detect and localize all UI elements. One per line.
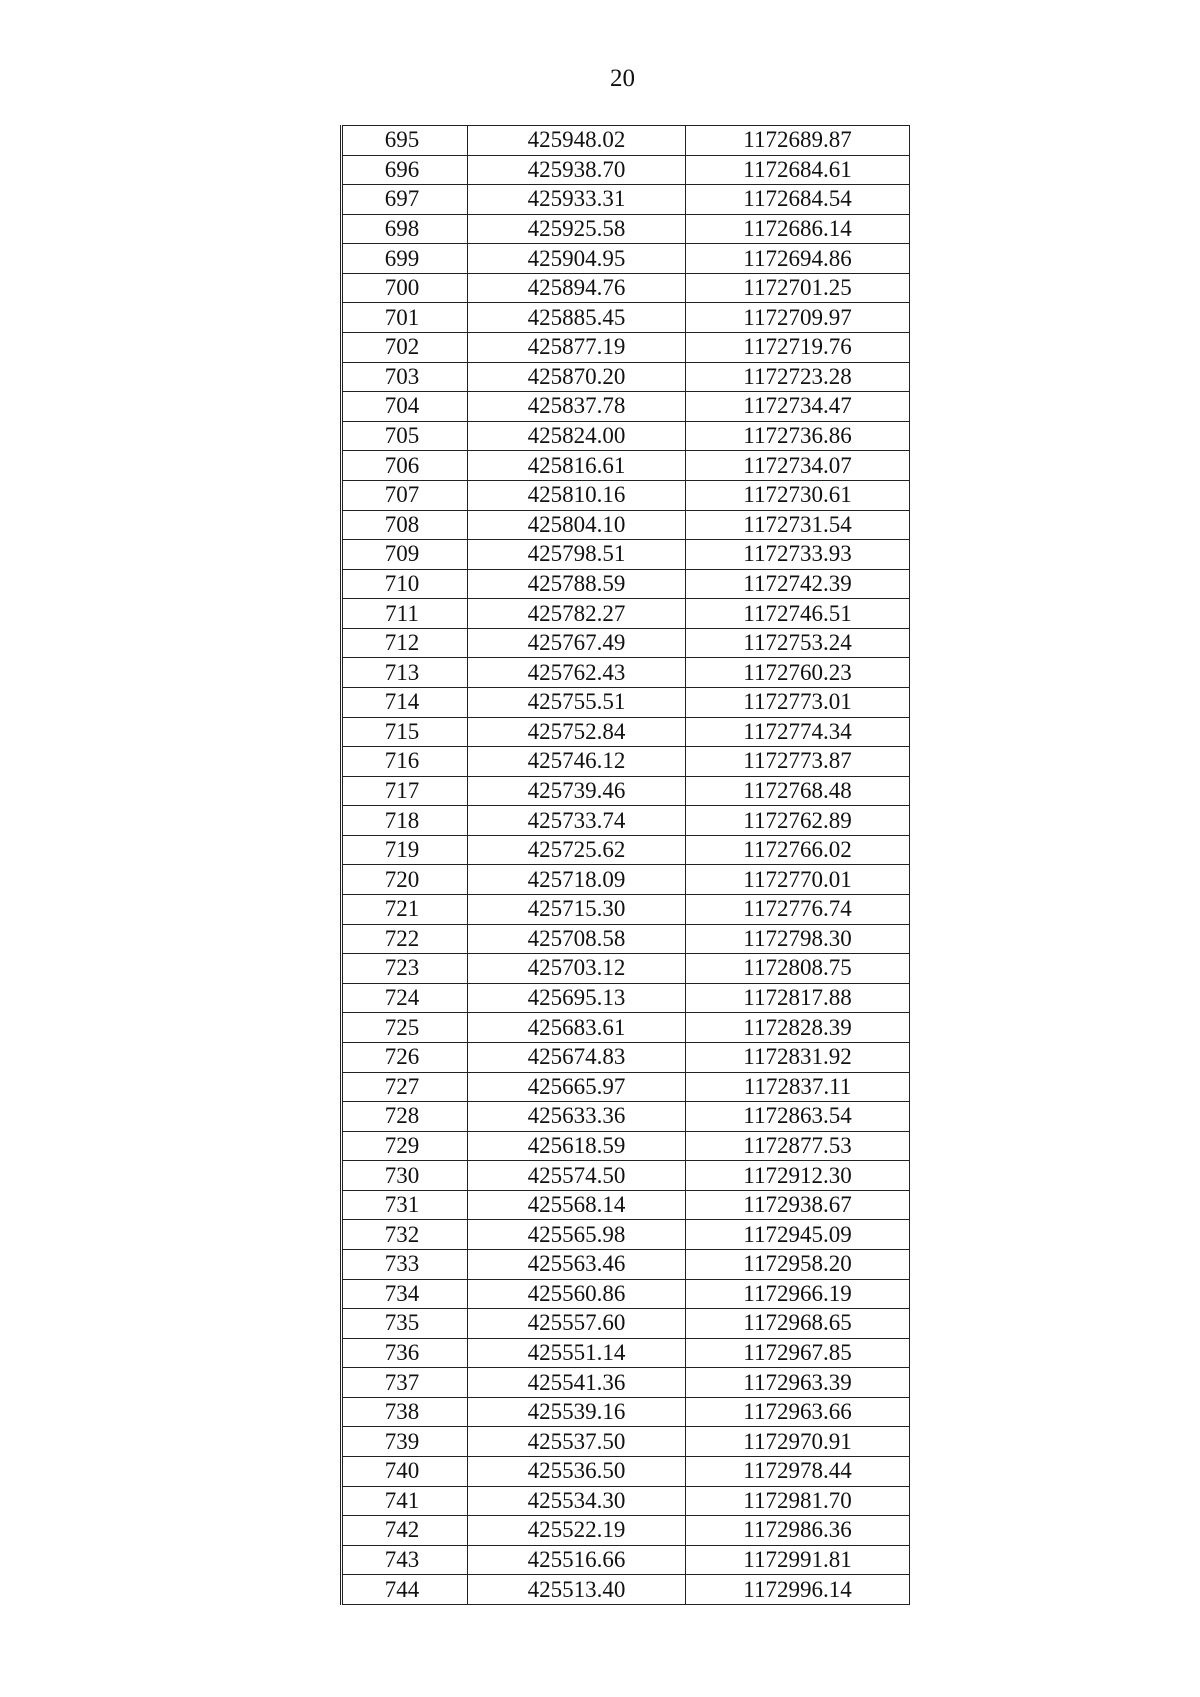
x-coordinate-cell: 425904.95 — [468, 244, 686, 274]
x-coordinate-cell: 425762.43 — [468, 658, 686, 688]
x-coordinate-cell: 425695.13 — [468, 983, 686, 1013]
table-row — [342, 1309, 910, 1339]
table-row — [342, 392, 910, 422]
y-coordinate-cell: 1172753.24 — [686, 628, 910, 658]
table-row — [342, 599, 910, 629]
y-coordinate-cell: 1172996.14 — [686, 1575, 910, 1605]
table-row — [342, 1575, 910, 1605]
x-coordinate-cell: 425816.61 — [468, 451, 686, 481]
y-coordinate-cell: 1172719.76 — [686, 333, 910, 363]
x-coordinate-cell: 425755.51 — [468, 687, 686, 717]
x-coordinate-cell: 425513.40 — [468, 1575, 686, 1605]
y-coordinate-cell: 1172966.19 — [686, 1279, 910, 1309]
point-number-cell: 735 — [342, 1309, 468, 1339]
y-coordinate-cell: 1172808.75 — [686, 954, 910, 984]
point-number-cell: 702 — [342, 333, 468, 363]
x-coordinate-cell: 425810.16 — [468, 480, 686, 510]
y-coordinate-cell: 1172831.92 — [686, 1042, 910, 1072]
table-row — [342, 362, 910, 392]
table-row — [342, 214, 910, 244]
x-coordinate-cell: 425804.10 — [468, 510, 686, 540]
table-row — [342, 1486, 910, 1516]
x-coordinate-cell: 425565.98 — [468, 1220, 686, 1250]
table-row — [342, 1338, 910, 1368]
y-coordinate-cell: 1172945.09 — [686, 1220, 910, 1250]
table-row — [342, 747, 910, 777]
table-row — [342, 333, 910, 363]
point-number-cell: 739 — [342, 1427, 468, 1457]
table-row — [342, 1427, 910, 1457]
y-coordinate-cell: 1172774.34 — [686, 717, 910, 747]
y-coordinate-cell: 1172709.97 — [686, 303, 910, 333]
y-coordinate-cell: 1172684.61 — [686, 155, 910, 185]
y-coordinate-cell: 1172686.14 — [686, 214, 910, 244]
table-row — [342, 895, 910, 925]
x-coordinate-cell: 425560.86 — [468, 1279, 686, 1309]
x-coordinate-cell: 425568.14 — [468, 1190, 686, 1220]
y-coordinate-cell: 1172798.30 — [686, 924, 910, 954]
table-row — [342, 1516, 910, 1546]
table-row — [342, 1013, 910, 1043]
y-coordinate-cell: 1172877.53 — [686, 1131, 910, 1161]
point-number-cell: 741 — [342, 1486, 468, 1516]
point-number-cell: 728 — [342, 1102, 468, 1132]
y-coordinate-cell: 1172776.74 — [686, 895, 910, 925]
x-coordinate-cell: 425938.70 — [468, 155, 686, 185]
y-coordinate-cell: 1172684.54 — [686, 185, 910, 215]
point-number-cell: 703 — [342, 362, 468, 392]
x-coordinate-cell: 425633.36 — [468, 1102, 686, 1132]
table-row — [342, 1131, 910, 1161]
point-number-cell: 716 — [342, 747, 468, 777]
x-coordinate-cell: 425665.97 — [468, 1072, 686, 1102]
table-row — [342, 510, 910, 540]
table-row — [342, 569, 910, 599]
point-number-cell: 699 — [342, 244, 468, 274]
point-number-cell: 727 — [342, 1072, 468, 1102]
x-coordinate-cell: 425733.74 — [468, 806, 686, 836]
point-number-cell: 720 — [342, 865, 468, 895]
point-number-cell: 729 — [342, 1131, 468, 1161]
table-row — [342, 480, 910, 510]
table-row — [342, 924, 910, 954]
y-coordinate-cell: 1172912.30 — [686, 1161, 910, 1191]
table-row — [342, 1249, 910, 1279]
point-number-cell: 709 — [342, 540, 468, 570]
x-coordinate-cell: 425563.46 — [468, 1249, 686, 1279]
y-coordinate-cell: 1172770.01 — [686, 865, 910, 895]
table-row — [342, 776, 910, 806]
x-coordinate-cell: 425894.76 — [468, 273, 686, 303]
table-row — [342, 1220, 910, 1250]
y-coordinate-cell: 1172991.81 — [686, 1545, 910, 1575]
point-number-cell: 713 — [342, 658, 468, 688]
point-number-cell: 708 — [342, 510, 468, 540]
table-row — [342, 1190, 910, 1220]
x-coordinate-cell: 425516.66 — [468, 1545, 686, 1575]
point-number-cell: 725 — [342, 1013, 468, 1043]
table-row — [342, 687, 910, 717]
y-coordinate-cell: 1172986.36 — [686, 1516, 910, 1546]
x-coordinate-cell: 425557.60 — [468, 1309, 686, 1339]
y-coordinate-cell: 1172730.61 — [686, 480, 910, 510]
point-number-cell: 732 — [342, 1220, 468, 1250]
x-coordinate-cell: 425539.16 — [468, 1397, 686, 1427]
x-coordinate-cell: 425674.83 — [468, 1042, 686, 1072]
x-coordinate-cell: 425767.49 — [468, 628, 686, 658]
table-row — [342, 1457, 910, 1487]
x-coordinate-cell: 425541.36 — [468, 1368, 686, 1398]
point-number-cell: 743 — [342, 1545, 468, 1575]
x-coordinate-cell: 425725.62 — [468, 835, 686, 865]
point-number-cell: 695 — [342, 126, 468, 156]
x-coordinate-cell: 425870.20 — [468, 362, 686, 392]
y-coordinate-cell: 1172762.89 — [686, 806, 910, 836]
x-coordinate-cell: 425948.02 — [468, 126, 686, 156]
point-number-cell: 696 — [342, 155, 468, 185]
table-row — [342, 540, 910, 570]
x-coordinate-cell: 425574.50 — [468, 1161, 686, 1191]
y-coordinate-cell: 1172773.87 — [686, 747, 910, 777]
table-row — [342, 806, 910, 836]
point-number-cell: 714 — [342, 687, 468, 717]
point-number-cell: 726 — [342, 1042, 468, 1072]
table-row — [342, 717, 910, 747]
y-coordinate-cell: 1172689.87 — [686, 126, 910, 156]
point-number-cell: 718 — [342, 806, 468, 836]
table-row — [342, 865, 910, 895]
table-row — [342, 185, 910, 215]
table-row — [342, 1279, 910, 1309]
point-number-cell: 724 — [342, 983, 468, 1013]
x-coordinate-cell: 425933.31 — [468, 185, 686, 215]
point-number-cell: 740 — [342, 1457, 468, 1487]
point-number-cell: 717 — [342, 776, 468, 806]
x-coordinate-cell: 425534.30 — [468, 1486, 686, 1516]
point-number-cell: 738 — [342, 1397, 468, 1427]
y-coordinate-cell: 1172981.70 — [686, 1486, 910, 1516]
x-coordinate-cell: 425522.19 — [468, 1516, 686, 1546]
x-coordinate-cell: 425536.50 — [468, 1457, 686, 1487]
y-coordinate-cell: 1172768.48 — [686, 776, 910, 806]
x-coordinate-cell: 425752.84 — [468, 717, 686, 747]
y-coordinate-cell: 1172828.39 — [686, 1013, 910, 1043]
table-row — [342, 1161, 910, 1191]
point-number-cell: 734 — [342, 1279, 468, 1309]
x-coordinate-cell: 425551.14 — [468, 1338, 686, 1368]
x-coordinate-cell: 425708.58 — [468, 924, 686, 954]
point-number-cell: 698 — [342, 214, 468, 244]
x-coordinate-cell: 425703.12 — [468, 954, 686, 984]
y-coordinate-cell: 1172773.01 — [686, 687, 910, 717]
table-row — [342, 954, 910, 984]
table-row — [342, 1072, 910, 1102]
y-coordinate-cell: 1172734.47 — [686, 392, 910, 422]
table-row — [342, 1042, 910, 1072]
point-number-cell: 737 — [342, 1368, 468, 1398]
x-coordinate-cell: 425715.30 — [468, 895, 686, 925]
y-coordinate-cell: 1172978.44 — [686, 1457, 910, 1487]
x-coordinate-cell: 425746.12 — [468, 747, 686, 777]
x-coordinate-cell: 425788.59 — [468, 569, 686, 599]
x-coordinate-cell: 425837.78 — [468, 392, 686, 422]
x-coordinate-cell: 425925.58 — [468, 214, 686, 244]
x-coordinate-cell: 425877.19 — [468, 333, 686, 363]
y-coordinate-cell: 1172970.91 — [686, 1427, 910, 1457]
x-coordinate-cell: 425798.51 — [468, 540, 686, 570]
point-number-cell: 731 — [342, 1190, 468, 1220]
point-number-cell: 700 — [342, 273, 468, 303]
table-row — [342, 126, 910, 156]
y-coordinate-cell: 1172734.07 — [686, 451, 910, 481]
x-coordinate-cell: 425739.46 — [468, 776, 686, 806]
point-number-cell: 733 — [342, 1249, 468, 1279]
coordinates-table — [340, 125, 910, 1605]
y-coordinate-cell: 1172742.39 — [686, 569, 910, 599]
point-number-cell: 715 — [342, 717, 468, 747]
point-number-cell: 742 — [342, 1516, 468, 1546]
y-coordinate-cell: 1172736.86 — [686, 421, 910, 451]
table-row — [342, 244, 910, 274]
x-coordinate-cell: 425537.50 — [468, 1427, 686, 1457]
y-coordinate-cell: 1172746.51 — [686, 599, 910, 629]
y-coordinate-cell: 1172694.86 — [686, 244, 910, 274]
table-row — [342, 1397, 910, 1427]
table-row — [342, 421, 910, 451]
table-row — [342, 658, 910, 688]
table-row — [342, 1368, 910, 1398]
point-number-cell: 701 — [342, 303, 468, 333]
table-row — [342, 303, 910, 333]
x-coordinate-cell: 425824.00 — [468, 421, 686, 451]
y-coordinate-cell: 1172731.54 — [686, 510, 910, 540]
point-number-cell: 722 — [342, 924, 468, 954]
point-number-cell: 744 — [342, 1575, 468, 1605]
x-coordinate-cell: 425782.27 — [468, 599, 686, 629]
y-coordinate-cell: 1172817.88 — [686, 983, 910, 1013]
y-coordinate-cell: 1172967.85 — [686, 1338, 910, 1368]
y-coordinate-cell: 1172701.25 — [686, 273, 910, 303]
table-row — [342, 273, 910, 303]
y-coordinate-cell: 1172760.23 — [686, 658, 910, 688]
point-number-cell: 712 — [342, 628, 468, 658]
point-number-cell: 707 — [342, 480, 468, 510]
point-number-cell: 711 — [342, 599, 468, 629]
y-coordinate-cell: 1172766.02 — [686, 835, 910, 865]
y-coordinate-cell: 1172863.54 — [686, 1102, 910, 1132]
table-row — [342, 1545, 910, 1575]
y-coordinate-cell: 1172968.65 — [686, 1309, 910, 1339]
point-number-cell: 697 — [342, 185, 468, 215]
x-coordinate-cell: 425885.45 — [468, 303, 686, 333]
table-row — [342, 628, 910, 658]
point-number-cell: 710 — [342, 569, 468, 599]
table-row — [342, 1102, 910, 1132]
page-number: 20 — [610, 65, 635, 92]
table-row — [342, 835, 910, 865]
x-coordinate-cell: 425683.61 — [468, 1013, 686, 1043]
y-coordinate-cell: 1172963.66 — [686, 1397, 910, 1427]
coordinates-table-body — [342, 126, 910, 1605]
y-coordinate-cell: 1172963.39 — [686, 1368, 910, 1398]
point-number-cell: 704 — [342, 392, 468, 422]
y-coordinate-cell: 1172958.20 — [686, 1249, 910, 1279]
point-number-cell: 723 — [342, 954, 468, 984]
point-number-cell: 705 — [342, 421, 468, 451]
table-row — [342, 983, 910, 1013]
y-coordinate-cell: 1172938.67 — [686, 1190, 910, 1220]
point-number-cell: 719 — [342, 835, 468, 865]
point-number-cell: 706 — [342, 451, 468, 481]
x-coordinate-cell: 425618.59 — [468, 1131, 686, 1161]
point-number-cell: 736 — [342, 1338, 468, 1368]
table-row — [342, 155, 910, 185]
point-number-cell: 721 — [342, 895, 468, 925]
table-row — [342, 451, 910, 481]
y-coordinate-cell: 1172837.11 — [686, 1072, 910, 1102]
x-coordinate-cell: 425718.09 — [468, 865, 686, 895]
y-coordinate-cell: 1172723.28 — [686, 362, 910, 392]
y-coordinate-cell: 1172733.93 — [686, 540, 910, 570]
point-number-cell: 730 — [342, 1161, 468, 1191]
